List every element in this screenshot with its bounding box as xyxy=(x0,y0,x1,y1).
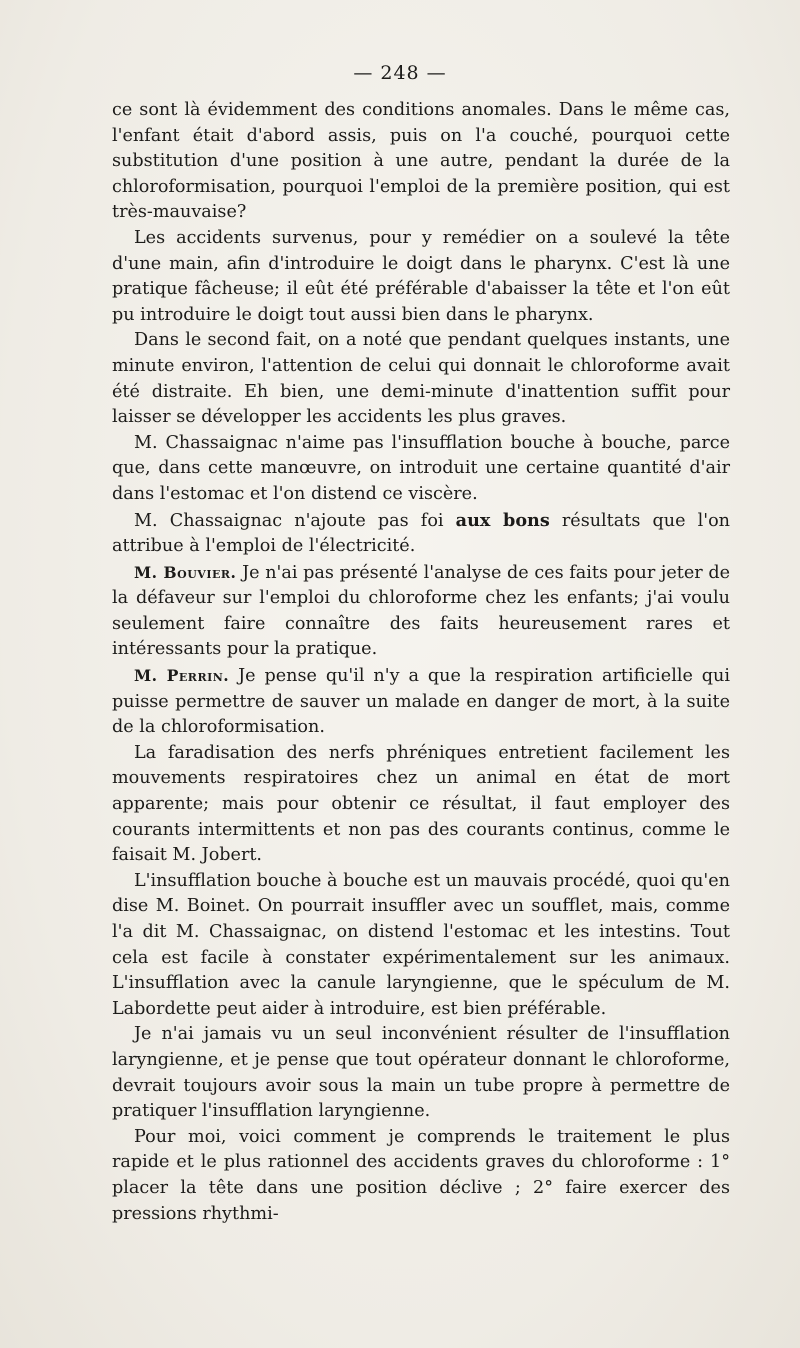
paragraph xyxy=(112,560,730,663)
paragraph-text: Je pense qu'il n'y a que la respiration artificielle qui puisse permettre de sauver un malade en danger de mort, à la suite de la chloroformisation. xyxy=(112,666,730,738)
paragraph: Je n'ai jamais vu un seul inconvénient résulter de l'insufflation laryngienne, et je pense que tout opérateur donnant le chloroforme, devrait toujours avoir sous la main un tube propre à permettre de pratiquer l'insufflation laryngienne. xyxy=(112,1024,730,1122)
page-number: — 248 — xyxy=(353,62,447,84)
paragraph: La faradisation des nerfs phréniques entretient facilement les mouvements respiratoires chez un animal en état de mort apparente; mais pour obtenir ce résultat, il faut employer des courants intermittents et non pas des courants continus, comme le faisait M. Jobert. xyxy=(112,742,730,866)
paragraph-text: résultats que l'on attribue à l'emploi de l'électricité. xyxy=(112,510,730,557)
speaker-name: M. Perrin. xyxy=(134,666,230,686)
paragraph xyxy=(112,663,730,741)
body-text xyxy=(112,98,730,1227)
paragraph: Les accidents survenus, pour y remédier on a soulevé la tête d'une main, afin d'introduire le doigt dans le pharynx. C'est là une pratique fâcheuse; il eût été préférable d'abaisser la tête et l'on eût pu introduire le doigt tout aussi bien dans le pharynx. xyxy=(112,227,730,325)
speaker-name: M. Bouvier. xyxy=(134,562,237,582)
paragraph-text: M. Chassaignac n'ajoute pas foi xyxy=(134,510,456,531)
paragraph: Dans le second fait, on a noté que pendant quelques instants, une minute environ, l'attention de celui qui donnait le chloroforme avait été distraite. Eh bien, une demi-minute d'inattention suffit pour laisser se développer les accidents les plus graves. xyxy=(112,330,730,428)
paragraph: Pour moi, voici comment je comprends le traitement le plus rapide et le plus rationnel des accidents graves du chloroforme : 1° placer la tête dans une position déclive ; 2° faire exercer des pressions rhythmi- xyxy=(112,1126,730,1224)
paragraph-text: Je n'ai pas présenté l'analyse de ces faits pour jeter de la défaveur sur l'emploi du chloroforme chez les enfants; j'ai voulu seulement faire connaître des faits heureusement rares et intéressants pour la pratique. xyxy=(112,562,731,660)
bold-text: aux bons xyxy=(455,509,550,531)
paragraph: ce sont là évidemment des conditions anomales. Dans le même cas, l'enfant était d'abord assis, puis on l'a couché, pourquoi cette substitution d'une position à une autre, pendant la durée de la chloroformisation, pourquoi l'emploi de la première position, qui est très-mauvaise? xyxy=(112,100,730,223)
paragraph xyxy=(112,508,730,560)
paragraph: L'insufflation bouche à bouche est un mauvais procédé, quoi qu'en dise M. Boinet. On pourrait insuffler avec un soufflet, mais, comme l'a dit M. Chassaignac, on distend l'estomac et les intestins. Tout cela est facile à constater expérimentalement sur les animaux. L'insufflation avec la canule laryngienne, que le spéculum de M. Labordette peut aider à introduire, est bien préférable. xyxy=(112,870,731,1019)
paragraph: M. Chassaignac n'aime pas l'insufflation bouche à bouche, parce que, dans cette manœuvre, on introduit une certaine quantité d'air dans l'estomac et l'on distend ce viscère. xyxy=(112,432,730,504)
